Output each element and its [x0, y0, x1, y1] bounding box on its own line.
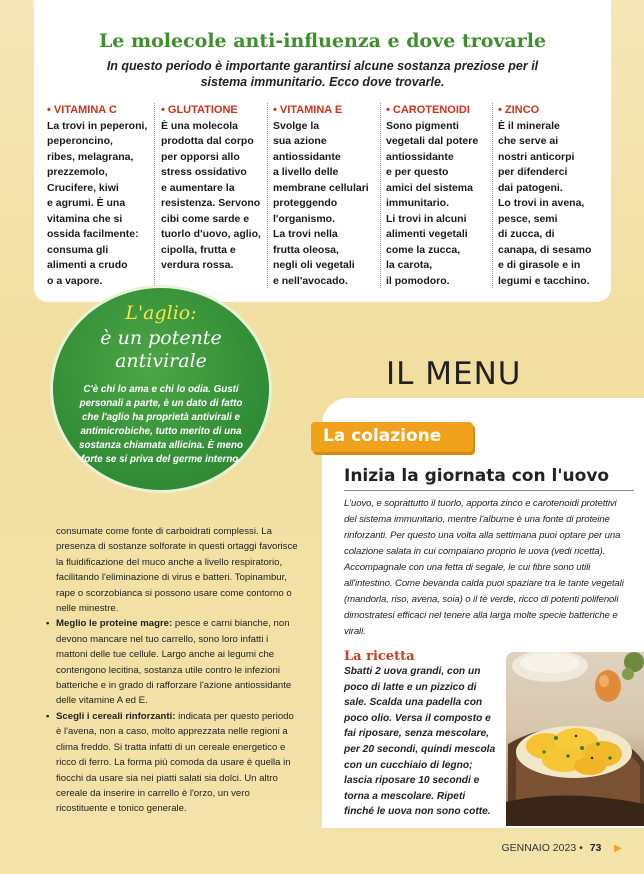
next-page-arrow-icon: ▶ — [614, 843, 622, 854]
menu-title: IL MENU — [386, 356, 522, 392]
column-heading: • CAROTENOIDI — [386, 104, 470, 116]
left-article — [46, 524, 301, 817]
box-title: Le molecole anti-influenza e dove trovarle — [98, 30, 547, 52]
recipe-title: La ricetta — [344, 649, 415, 664]
column-carotenoidi — [386, 103, 494, 289]
column-zinco — [498, 103, 606, 289]
column-vitamina-e — [273, 103, 381, 289]
column-divider — [492, 103, 493, 288]
list-item — [46, 709, 301, 817]
column-divider — [267, 103, 268, 288]
column-text: È il minerale che serve ai nostri anticorpi per difenderci dai patogeni. Lo trovi in avena, pesce, semi di zucca, di canapa, di sesamo e di girasole e in legumi e tacchino. — [498, 119, 592, 287]
menu-heading: Inizia la giornata con l'uovo — [344, 466, 610, 486]
list-item-text: pesce e carni bianche, non devono mancare nel tuo carrello, sono loro infatti i mattoni delle tue cellule. Largo anche ai legumi che contengono lecitina, sostanza utile contro le infezioni batteriche e in grado di rafforzare l'azione antiossidante delle vitamine A ed E. — [56, 618, 292, 707]
bullet-icon: • — [46, 710, 50, 722]
column-text: È una molecola prodotta dal corpo per opporsi allo stress ossidativo e aumentare la resistenza. Servono cibi come sarde e tuorlo d'uovo, aglio, cipolla, frutta e verdura rossa. — [161, 119, 261, 271]
column-heading: • ZINCO — [498, 104, 540, 116]
callout-text: C'è chi lo ama e chi lo odia. Gusti personali a parte, è un dato di fatto che l'aglio ha proprietà antivirali e antimicrobiche, tutto merito di una sostanza chiamata allicina. È meno forte se si priva del germe interno. — [79, 384, 243, 465]
article-paragraph: consumate come fonte di carboidrati complessi. La presenza di sostanze solforate in questi ortaggi favorisce la fluidificazione del muco anche a livello respiratorio, facilitando l'eliminazione di virus e batteri. Topinambur, rape o scorzobianca si possono usare come contorno o nelle minestre. — [56, 526, 298, 615]
column-heading: • VITAMINA E — [273, 104, 343, 116]
section-badge-label: La colazione — [323, 426, 442, 446]
column-text: La trovi in peperoni, peperoncino, ribes, melagrana, prezzemolo, Crucifere, kiwi e agrumi. È una vitamina che si ossida facilmente: consuma gli alimenti a crudo o a vapore. — [47, 119, 148, 287]
footer-separator: • — [579, 842, 583, 854]
recipe-text: Sbatti 2 uova grandi, con un poco di latte e un pizzico di sale. Scalda una padella con poco olio. Versa il composto e fai riposare, senza mescolare, per 20 secondi, quindi mescola con un cucchiaio di legno; lascia riposare 10 secondi e torna a mescolare. Ripeti finché le uova non sono cotte. — [344, 666, 496, 818]
column-glutatione — [161, 103, 269, 274]
food-illustration — [506, 652, 644, 826]
page-number: 73 — [589, 842, 602, 854]
callout-subtitle-1: è un potente — [100, 327, 222, 349]
column-text: Svolge la sua azione antiossidante a livello delle membrane cellulari proteggendo l'organismo. La trovi nella frutta oleosa, negli oli vegetali e nell'avocado. — [273, 119, 369, 287]
heading-divider — [344, 490, 634, 491]
menu-text: L'uovo, e soprattutto il tuorlo, apporta zinco e carotenoidi protettivi del sistema immunitario, mentre l'albume è una fonte di proteine rinforzanti. Per questo una volta alla settimana puoi optare per una colazione salata in cui compaiano proprio le uova (vedi ricetta). Accompagnale con una fetta di segale, le cui fibre sono utili all'intestino. Come bevanda calda puoi spaziare tra le tante vegetali (mandorla, riso, avena, soia) o il tè verde, ricco di potenti polifenoli dimostratesi efficaci nel tenere alla larga molte specie batteriche e virali. — [344, 498, 624, 637]
bullet-icon: • — [46, 618, 50, 630]
column-heading: • GLUTATIONE — [161, 104, 238, 116]
list-item-label: Scegli i cereali rinforzanti: — [56, 710, 176, 722]
page-footer — [501, 842, 622, 854]
list-item-label: Meglio le proteine magre: — [56, 618, 173, 630]
box-subtitle: In questo periodo è importante garantirsi alcune sostanza preziose per il sistema immunitario. Ecco dove trovarle. — [106, 59, 539, 89]
section-badge — [311, 422, 473, 452]
scrambled-eggs-photo — [506, 652, 644, 826]
callout-title: L'aglio: — [125, 302, 197, 324]
list-item-text: indicata per questo periodo è l'avena, non a caso, molto apprezzata nelle regioni a clima freddo. Si tratta infatti di un cereale energetico e ricco di ferro. La forma più comoda da usare è quella in fiocchi da usare sia nei piatti salati sia dolci. Un altro cereale da inserire in carrello è l'orzo, un vero ricostituente e tonico generale. — [56, 710, 294, 815]
column-text: Sono pigmenti vegetali dal potere antiossidante e per questo amici del sistema immunitario. Li trovi in alcuni alimenti vegetali come la zucca, la carota, il pomodoro. — [386, 119, 479, 287]
column-divider — [154, 103, 155, 288]
callout-subtitle-2: antivirale — [115, 350, 207, 372]
garlic-callout — [50, 285, 272, 493]
column-divider — [380, 103, 381, 288]
issue-label: GENNAIO 2023 — [501, 842, 577, 854]
column-vitamina-c — [47, 103, 155, 289]
column-heading: • VITAMINA C — [47, 104, 117, 116]
list-item — [46, 616, 301, 708]
